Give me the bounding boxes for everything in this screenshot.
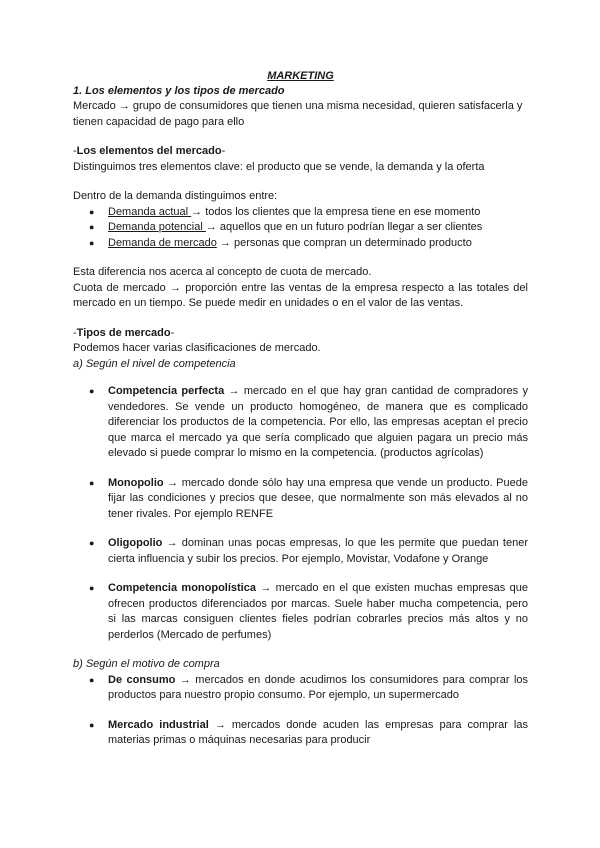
list-item: ● Competencia perfecta → mercado en el que hay gran cantidad de compradores y vendedores. Se vende un producto homogéneo, de manera que es complicado diferenciar los productos de la competencia. Por ello, las empresas aceptan el precio que marca el mercado ya que sería complicado que alguien pagara un precio más elevado si puede comprar lo mismo en la competencia. (productos agrícolas) <box>89 385 528 459</box>
quota-intro: Esta diferencia nos acerca al concepto de cuota de mercado. <box>73 266 372 278</box>
list-item: ● Monopolio → mercado donde sólo hay una empresa que vende un producto. Puede fijar las condiciones y precios que desee, que normalmente son más elevados al no tener rivales. Por ejemplo RENFE <box>89 476 528 520</box>
list-item: ● Oligopolio → dominan unas pocas empresas, lo que les permite que puedan tener cierta influencia y subir los precios. Por ejemplo, Movistar, Vodafone y Orange <box>89 537 528 565</box>
subheading-purchase: b) Según el motivo de compra <box>73 658 220 670</box>
demand-intro: Dentro de la demanda distinguimos entre: <box>73 190 278 202</box>
document-title: MARKETING <box>267 70 334 82</box>
elements-intro: Distinguimos tres elementos clave: el producto que se vende, la demanda y la oferta <box>73 160 485 173</box>
quota-definition: Cuota de mercado → proporción entre las ventas de la empresa respecto a las totales del mercado en un tiempo. Se puede medir en unidades o en el valor de las ventas. <box>73 281 528 309</box>
purchase-list <box>73 673 528 749</box>
subheading-competition: a) Según el nivel de competencia <box>73 357 236 370</box>
list-item: ● Competencia monopolística → mercado en el que existen muchas empresas que ofrecen productos diferenciados por marcas. Suele haber mucha competencia, pero si las marcas consiguen clientes fieles podrían cobrarles precios más altos y no perderlos (Mercado de perfumes) <box>89 582 528 641</box>
market-definition: Mercado → grupo de consumidores que tienen una misma necesidad, quieren satisfacerla y tienen capacidad de pago para ello <box>73 100 523 128</box>
document-page <box>73 68 528 763</box>
list-item: ● Demanda de mercado → personas que compran un determinado producto <box>89 236 472 249</box>
list-item: ● Mercado industrial → mercados donde acuden las empresas para comprar las materias primas o máquinas necesarias para producir <box>89 718 528 746</box>
list-item: ● Demanda potencial → aquellos que en un futuro podrían llegar a ser clientes <box>89 221 483 233</box>
demand-list <box>73 205 528 252</box>
elements-heading: -Los elementos del mercado- <box>73 145 226 157</box>
competition-list <box>73 384 528 643</box>
list-item: ● Demanda actual → todos los clientes que la empresa tiene en ese momento <box>89 205 481 218</box>
list-item: ● De consumo → mercados en donde acudimos los consumidores para comprar los productos para nuestro propio consumo. Por ejemplo, un supermercado <box>89 673 529 701</box>
section-heading: 1. Los elementos y los tipos de mercado <box>73 85 285 97</box>
types-intro: Podemos hacer varias clasificaciones de mercado. <box>73 342 321 354</box>
types-heading: -Tipos de mercado- <box>73 326 175 339</box>
